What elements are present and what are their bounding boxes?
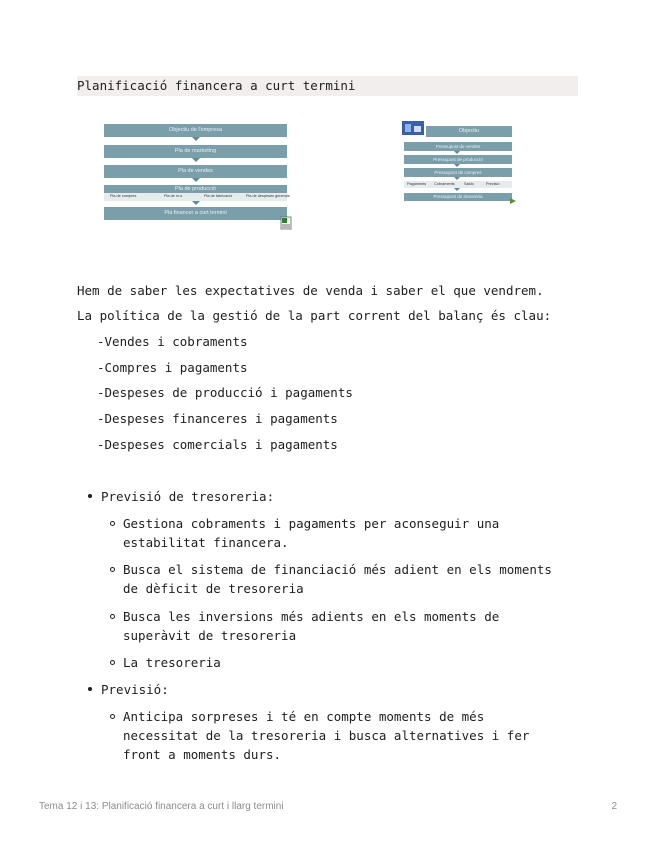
diagram-sub-label: Pla de m.o. xyxy=(164,194,184,198)
diagram-box: Pressupost de tresoreria xyxy=(404,193,512,201)
planning-flow-diagram xyxy=(104,120,294,232)
picture-icon xyxy=(402,121,424,135)
diagram-sub-label: Cobraments xyxy=(434,182,455,186)
arrow-icon xyxy=(508,196,518,206)
diagram-sub-label: Pagaments xyxy=(407,182,427,186)
sub-bullet-icon xyxy=(110,614,115,619)
diagram-box: Pressupost de producció xyxy=(404,155,512,164)
bullet-dot-icon xyxy=(88,687,92,691)
diagram-box: Pla de marketing xyxy=(104,145,287,158)
flow-arrow-icon xyxy=(192,158,200,162)
sub-bullet-line: Busca les inversions més adients en els moments de xyxy=(123,609,500,624)
flow-arrow-icon xyxy=(192,201,200,205)
policy-item: -Despeses comercials i pagaments xyxy=(97,437,338,452)
bullet-label: Previsió: xyxy=(101,682,169,697)
sub-bullet-line: estabilitat financera. xyxy=(123,535,289,550)
sub-bullet-line: La tresoreria xyxy=(123,655,221,670)
flow-arrow-icon xyxy=(454,151,460,154)
budget-flow-diagram xyxy=(402,121,518,207)
intro-line: Hem de saber les expectatives de venda i saber el que vendrem. xyxy=(77,283,544,298)
sub-bullet-line: superàvit de tresoreria xyxy=(123,628,297,643)
sub-bullet-icon xyxy=(110,660,115,665)
diagram-box: Pla financer a curt termini xyxy=(104,207,287,220)
flow-arrow-icon xyxy=(192,137,200,141)
sub-bullet-line: necessitat de la tresoreria i busca alternatives i fer xyxy=(123,728,530,743)
flow-arrow-icon xyxy=(454,177,460,180)
diagram-subrow xyxy=(104,193,290,201)
intro-line: La política de la gestió de la part corrent del balanç és clau: xyxy=(77,308,552,323)
diagram-sub-label: Pla de compres xyxy=(110,194,137,198)
bullet-label: Previsió de tresoreria: xyxy=(101,489,275,504)
diagram-box: Pressupost de compres xyxy=(404,168,512,177)
page-heading: Planificació financera a curt termini xyxy=(77,78,356,93)
diagram-box: Objectiu de l'empresa xyxy=(104,124,287,137)
policy-item: -Vendes i cobraments xyxy=(97,334,248,349)
policy-item: -Despeses financeres i pagaments xyxy=(97,411,338,426)
sub-bullet-line: front a moments durs. xyxy=(123,747,282,762)
sub-bullet-icon xyxy=(110,714,115,719)
flow-arrow-icon xyxy=(454,188,460,191)
diagram-sub-label: Previsió xyxy=(486,182,500,186)
policy-item: -Despeses de producció i pagaments xyxy=(97,385,353,400)
sub-bullet-line: Anticipa sorpreses i té en compte moments de més xyxy=(123,709,485,724)
diagram-sub-label: Pla de fabricació xyxy=(204,194,233,198)
policy-item: -Compres i pagaments xyxy=(97,360,248,375)
excel-icon xyxy=(280,216,292,230)
diagram-sub-label: Pla de despeses generals xyxy=(246,194,290,198)
flow-arrow-icon xyxy=(192,178,200,182)
footer-title: Tema 12 i 13: Planificació financera a curt i llarg termini xyxy=(39,801,284,812)
diagram-subrow xyxy=(404,181,512,188)
bullet-dot-icon xyxy=(88,494,92,498)
sub-bullet-icon xyxy=(110,521,115,526)
diagram-box: Objectiu xyxy=(426,126,512,137)
diagram-box: Pla de producció xyxy=(104,185,287,193)
diagram-box: Pressupost de vendes xyxy=(404,142,512,151)
diagram-sub-label: Saldo xyxy=(464,182,474,186)
sub-bullet-line: de dèficit de tresoreria xyxy=(123,581,304,596)
diagram-box: Pla de vendes xyxy=(104,165,287,178)
sub-bullet-line: Gestiona cobraments i pagaments per aconseguir una xyxy=(123,516,500,531)
page-number: 2 xyxy=(611,801,617,812)
sub-bullet-line: Busca el sistema de financiació més adient en els moments xyxy=(123,562,552,577)
flow-arrow-icon xyxy=(454,164,460,167)
sub-bullet-icon xyxy=(110,567,115,572)
